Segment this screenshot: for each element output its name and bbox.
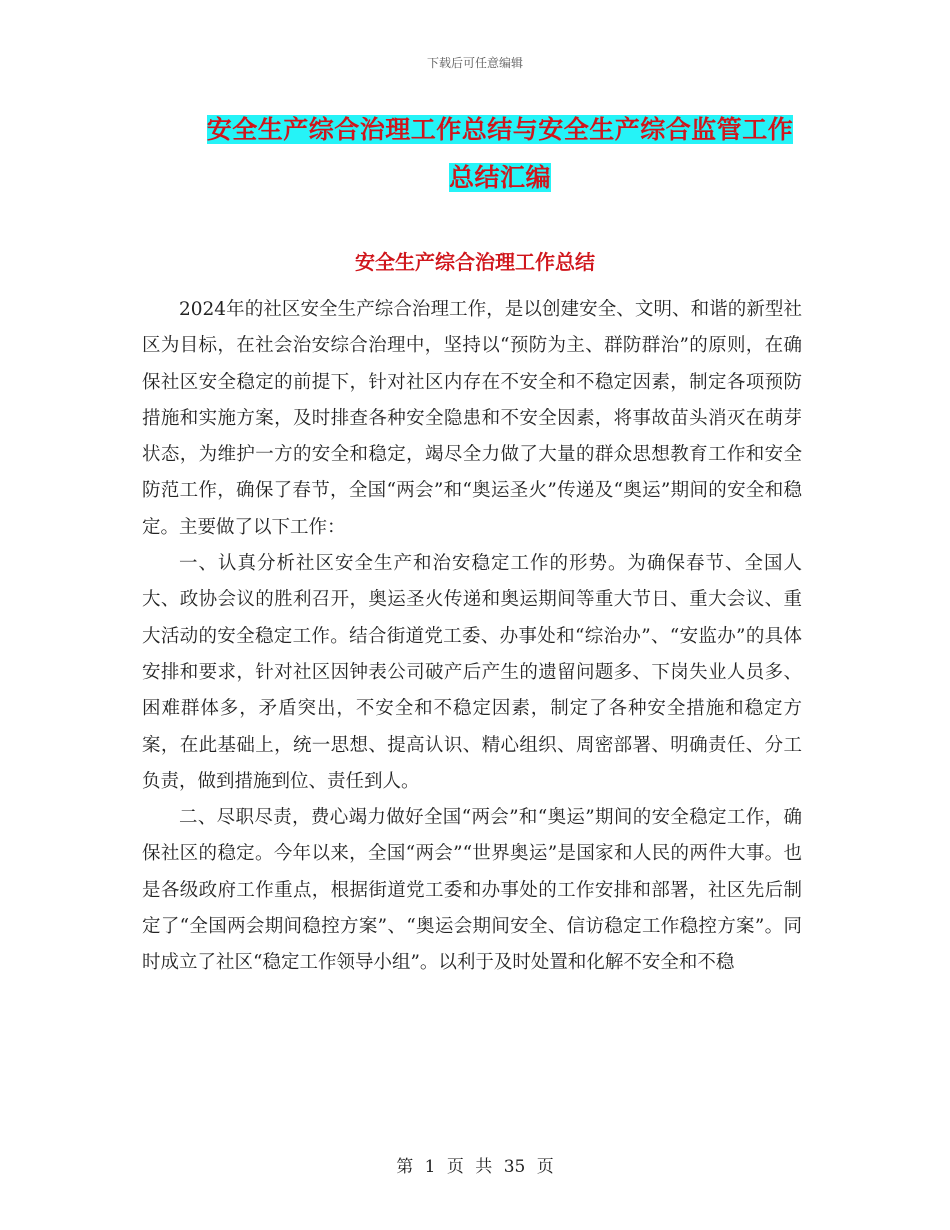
document-title-line2: 总结汇编: [448, 163, 551, 192]
paragraph-item-1: 一、认真分析社区安全生产和治安稳定工作的形势。为确保春节、全国人大、政协会议的胜利召开，奥运圣火传递和奥运期间等重大节日、重大会议、重大活动的安全稳定工作。结合街道党工委、办事处和“综治办”、“安监办”的具体安排和要求，针对社区因钟表公司破产后产生的遗留问题多、下岗失业人员多、困难群体多，矛盾突出，不安全和不稳定因素，制定了各种安全措施和稳定方案，在此基础上，统一思想、提高认识、精心组织、周密部署、明确责任、分工负责，做到措施到位、责任到人。: [142, 553, 802, 792]
paragraph-item-2: 二、尽职尽责，费心竭力做好全国“两会”和“奥运”期间的安全稳定工作，确保社区的稳定。今年以来，全国“两会”“世界奥运”是国家和人民的两件大事。也是各级政府工作重点，根据街道党工委和办事处的工作安排和部署，社区先后制定了“全国两会期间稳控方案”、“奥运会期间安全、信访稳定工作稳控方案”。同时成立了社区“稳定工作领导小组”。以利于及时处置和化解不安全和不稳: [142, 807, 802, 974]
document-title: [140, 106, 860, 202]
body-text: [142, 292, 802, 982]
section-title: 安全生产综合治理工作总结: [355, 250, 595, 274]
header-note: 下载后可任意编辑: [426, 56, 523, 70]
paragraph-intro: 2024年的社区安全生产综合治理工作，是以创建安全、文明、和谐的新型社区为目标，在社会治安综合治理中，坚持以“预防为主、群防群治”的原则，在确保社区安全稳定的前提下，针对社区内存在不安全和不稳定因素，制定各项预防措施和实施方案，及时排查各种安全隐患和不安全因素，将事故苗头消灭在萌芽状态，为维护一方的安全和稳定，竭尽全力做了大量的群众思想教育工作和安全防范工作，确保了春节，全国“两会”和“奥运圣火”传递及“奥运”期间的安全和稳定。主要做了以下工作：: [142, 299, 802, 538]
document-title-line1: 安全生产综合治理工作总结与安全生产综合监管工作: [206, 115, 794, 144]
page-footer: 第 1 页 共 35 页: [396, 1157, 554, 1177]
